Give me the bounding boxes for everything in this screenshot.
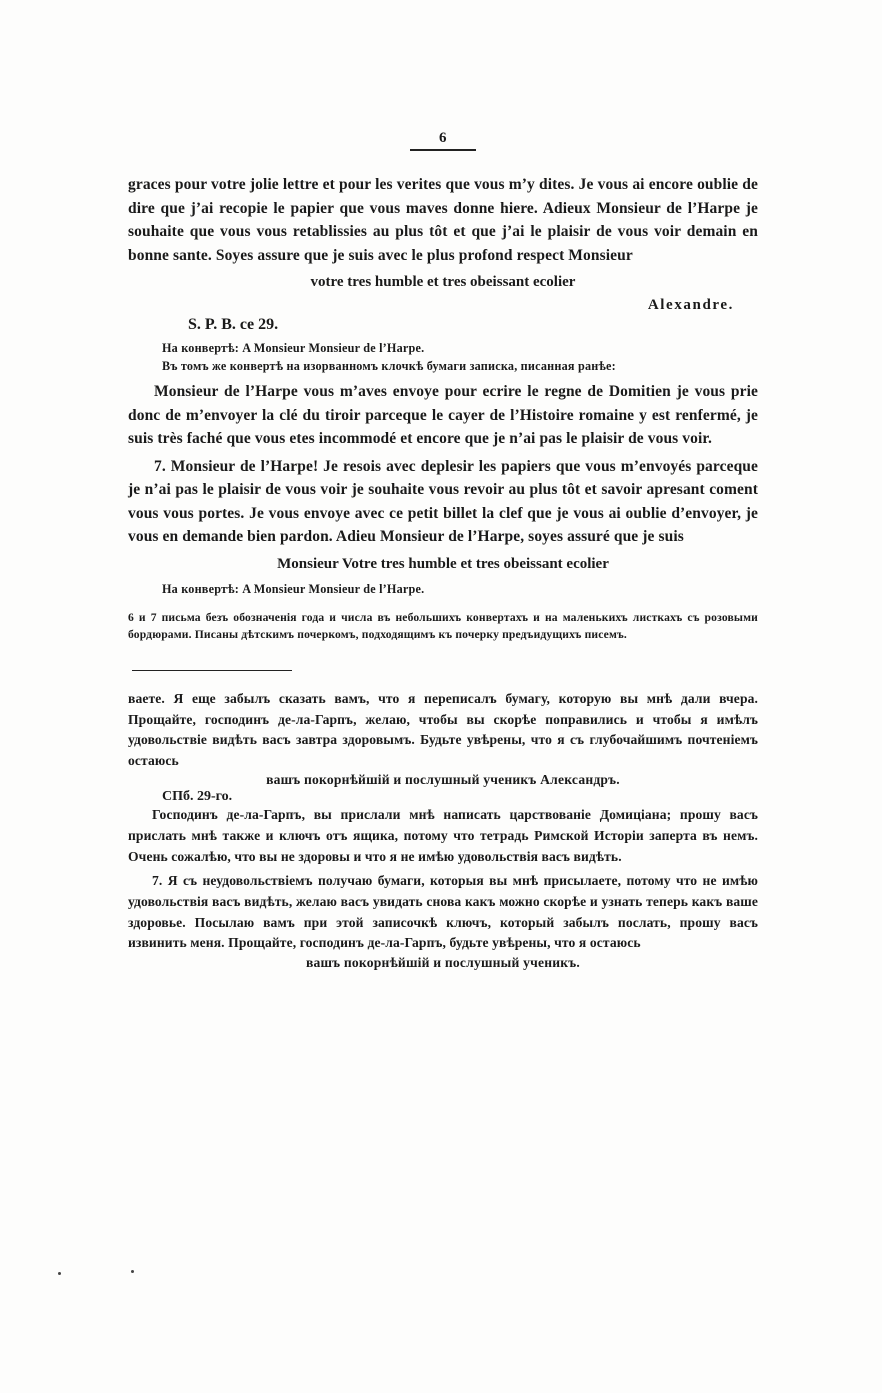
page-speck-right [131,1270,134,1273]
russian-closing-1: вашъ покорнѣйшій и послушный ученикъ Александръ. [266,772,620,788]
french-paragraph-1: graces pour votre jolie lettre et pour les verites que vous m’y dites. Je vous ai encore oublie de dire que j’ai recopie le papier que vous maves donne hiere. Adieux Monsieur de l’Harpe je souhaite que vous vous retablissies au plus tôt et que j’ai le plaisir de vous voir demain en bonne sante. Soyes assure que je suis avec le plus profond respect Monsieur [128,176,758,264]
envelope-note-2: На конвертѣ: A Monsieur Monsieur de l’Harpe. [162,582,425,597]
editorial-footnote: 6 и 7 письма безъ обозначенія года и числа въ небольшихъ конвертахъ и на маленькихъ листкахъ съ розовыми бордюрами. Писаны дѣтскимъ почеркомъ, подходящимъ къ почерку предъидущихъ писемъ. [128,611,758,642]
russian-paragraph-2: Господинъ де-ла-Гарпъ, вы прислали мнѣ написать царствованіе Домиціана; прошу васъ прислать мнѣ также и ключъ отъ ящика, потому что тетрадь Римской Исторіи заперта въ немъ. Очень сожалѣю, что вы не здоровы и что я не имѣю удовольствія васъ видѣть. [128,807,758,864]
french-place-date: S. P. B. ce 29. [188,315,279,333]
french-paragraph-2: Monsieur de l’Harpe vous m’aves envoye pour ecrire le regne de Domitien je vous prie donc de m’envoyer la clé du tiroir parceque le cayer de l’Histoire romaine y est renfermé, je suis très faché que vous etes incommodé et encore que je n’ai pas le plaisir de vous voir. [128,383,758,448]
page-speck-left [58,1272,61,1275]
section-divider-rule [132,670,292,671]
french-signature: Alexandre. [647,296,734,313]
header-rule [410,149,476,151]
russian-paragraph-3: 7. Я съ неудовольствіемъ получаю бумаги, которыя вы мнѣ присылаете, потому что не имѣю удовольствія васъ видѣть, желаю васъ увидать снова какъ можно скорѣе и узнать теперь какъ ваше здоровье. Посылаю вамъ при этой записочкѣ ключъ, который забылъ послать, прошу васъ извинить меня. Прощайте, господинъ де-ла-Гарпъ, будьте увѣрены, что я остаюсь [128,873,758,951]
russian-paragraph-1: ваете. Я еще забылъ сказать вамъ, что я переписалъ бумагу, которую вы мнѣ дали вчера. Прощайте, господинъ де-ла-Гарпъ, желаю, чтобы вы скорѣе поправились и чтобы я имѣлъ удовольствіе видѣть васъ завтра здоровымъ. Будьте увѣрены, что я съ глубочайшимъ почтеніемъ остаюсь [128,690,758,768]
french-closing-2: Monsieur Votre tres humble et tres obeissant ecolier [277,555,609,572]
russian-closing-2: вашъ покорнѣйшій и послушный ученикъ. [305,955,581,971]
french-closing-1: votre tres humble et tres obeissant ecolier [310,274,576,291]
page-number: 6 [439,130,447,146]
enclosure-note: Въ томъ же конвертѣ на изорванномъ клочкѣ бумаги записка, писанная ранѣе: [162,359,616,374]
envelope-note-1: На конвертѣ: A Monsieur Monsieur de l’Harpe. [162,340,425,355]
russian-place-date: СПб. 29-го. [162,789,233,805]
french-paragraph-3: 7. Monsieur de l’Harpe! Je resois avec deplesir les papiers que vous m’envoyés parceque je n’ai pas le plaisir de vous voir je souhaite vous revoir au plus tôt et savoir apresant coment vous vous portes. Je vous envoye avec ce petit billet la clef que je vous ai oublie d’envoyer, je vous en demande bien pardon. Adieu Monsieur de l’Harpe, soyes assuré que je suis [128,457,758,546]
page-content [128,130,758,971]
